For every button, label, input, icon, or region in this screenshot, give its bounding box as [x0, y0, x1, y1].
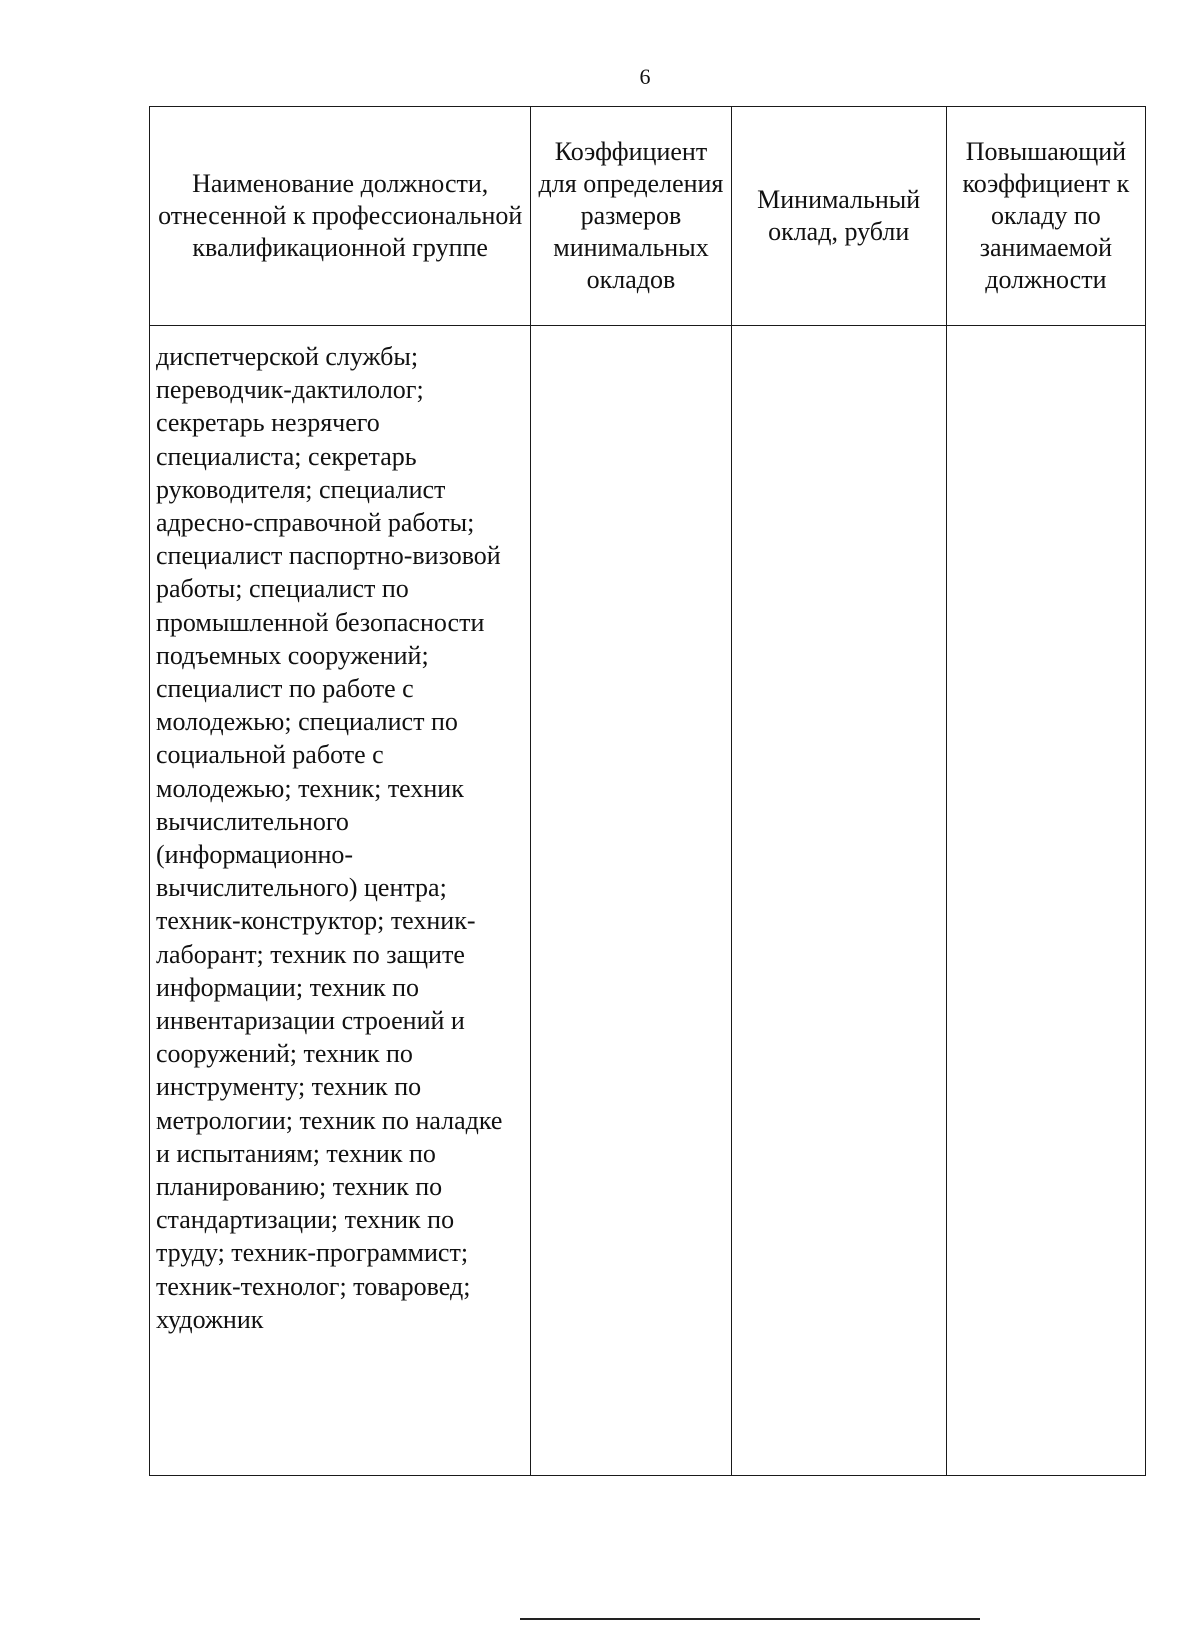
cell-coefficient [531, 326, 731, 1476]
cell-min-salary [731, 326, 946, 1476]
header-position-name-text: Наименование должности, отнесенной к профессиональной квалификационной группе [158, 169, 523, 262]
table-row [150, 326, 1146, 1476]
table-header-row [150, 107, 1146, 326]
header-min-salary-text: Минимальный оклад, рубли [757, 185, 921, 246]
header-raise-coefficient-text: Повышающий коэффициент к окладу по занимаемой должности [962, 137, 1130, 294]
header-coefficient [531, 107, 731, 326]
positions-list-text: диспетчерской службы; переводчик-дактилолог; секретарь незрячего специалиста; секретарь руководителя; специалист адресно-справочной работы; специалист паспортно-визовой работы; специалист по промышленной безопасности подъемных сооружений; специалист по работе с молодежью; специалист по социальной работе с молодежью; техник; техник вычислительного (информационно-вычислительного) центра; техник-конструктор; техник-лаборант; техник по защите информации; техник по инвентаризации строений и сооружений; техник по инструменту; техник по метрологии; техник по наладке и испытаниям; техник по планированию; техник по стандартизации; техник по труду; техник-программист; техник-технолог; товаровед; художник [156, 342, 503, 1334]
page-number: 6 [639, 64, 651, 89]
header-position-name [150, 107, 531, 326]
cell-positions [150, 326, 531, 1476]
header-min-salary [731, 107, 946, 326]
footer-divider-line [520, 1618, 980, 1620]
header-coefficient-text: Коэффициент для определения размеров минимальных окладов [538, 137, 724, 294]
cell-raise-coefficient [946, 326, 1145, 1476]
positions-table [149, 106, 1146, 1476]
header-raise-coefficient [946, 107, 1145, 326]
